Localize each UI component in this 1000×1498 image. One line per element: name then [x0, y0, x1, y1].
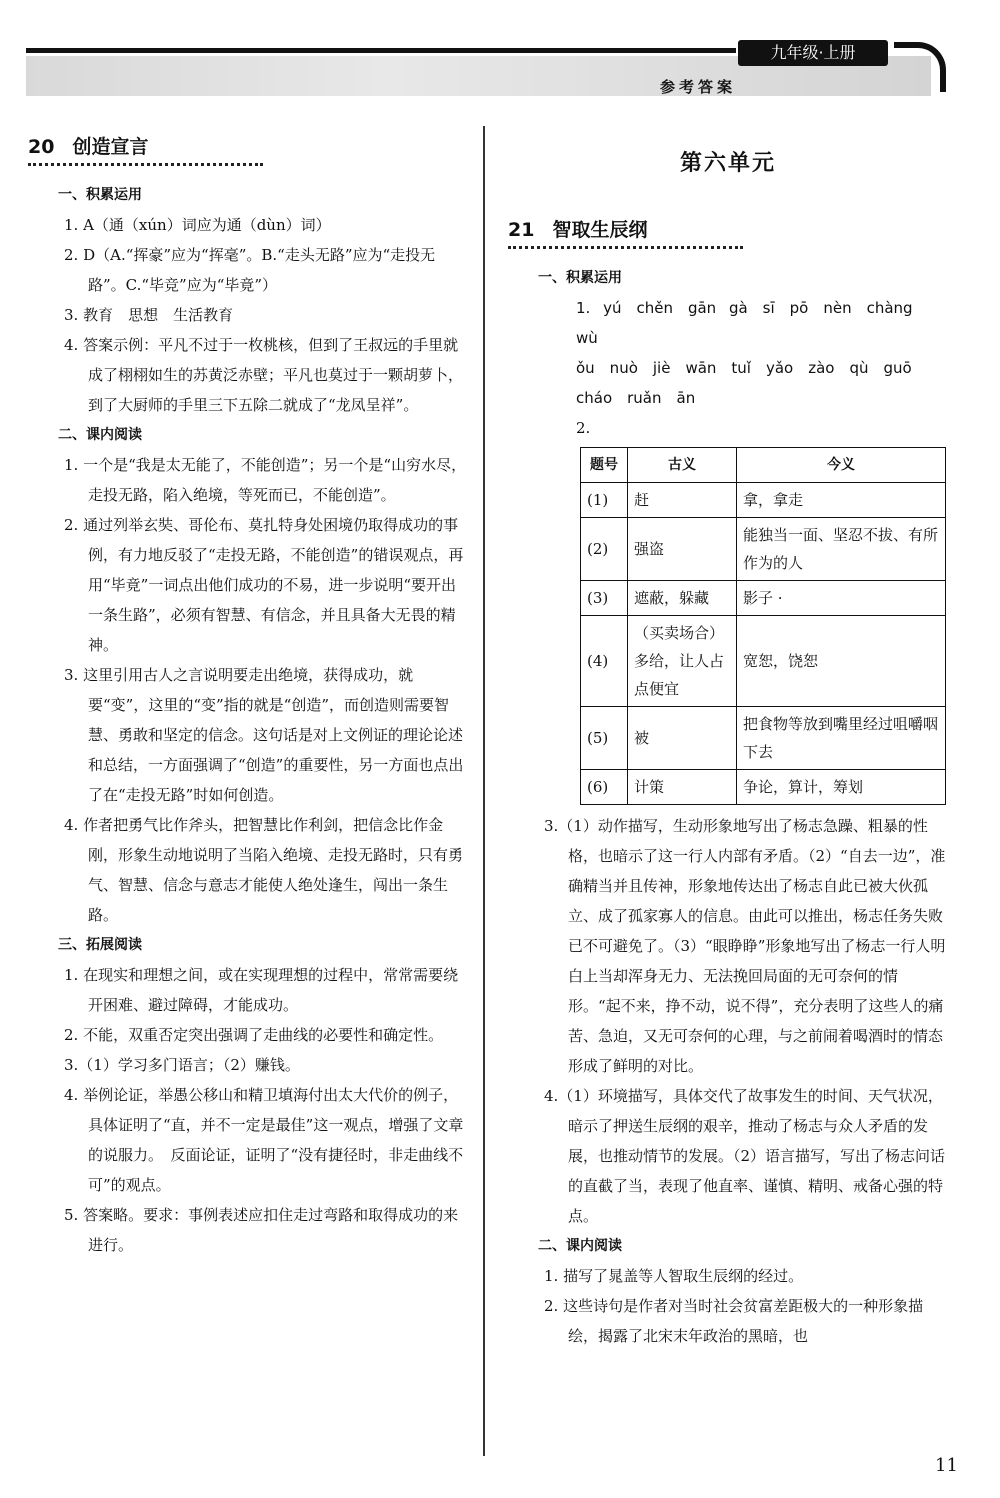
lesson-21-title — [508, 215, 948, 242]
answer-item: 2. 这些诗句是作者对当时社会贫富差距极大的一种形象描绘，揭露了北宋末年政治的黑暗，也 — [544, 1297, 924, 1345]
answer-item: 3. 这里引用古人之言说明要走出绝境，获得成功，就要“变”，这里的“变”指的就是“创造”，而创造则需要智慧、勇敢和坚定的信念。这句话是对上文例证的理论论述和总结，一方面强调了“创造”的重要性，另一方面也点出了在“走投无路”时如何创造。 — [64, 666, 464, 804]
table-row — [581, 707, 946, 770]
table-cell: 计策 — [628, 770, 737, 805]
table-cell: (5) — [581, 707, 628, 770]
grade-badge: 九年级·上册 — [738, 40, 888, 66]
page-header — [20, 40, 940, 98]
table-cell: 能独当一面、坚忍不拔、有所作为的人 — [737, 518, 946, 581]
table-cell: (6) — [581, 770, 628, 805]
table-cell: (2) — [581, 518, 628, 581]
lesson-number: 20 — [28, 136, 55, 158]
section-heading: 二、课内阅读 — [58, 427, 142, 443]
answer-item: 1. 一个是“我是太无能了，不能创造”；另一个是“山穷水尽，走投无路，陷入绝境，等死而已，不能创造”。 — [64, 456, 467, 504]
table-cell: 宽恕，饶恕 — [737, 616, 946, 707]
answer-item: 4. 答案示例：平凡不过于一枚桃核，但到了王叔远的手里就成了栩栩如生的苏黄泛赤壁；平凡也莫过于一颗胡萝卜，到了大厨师的手里三下五除二就成了“龙凤呈祥”。 — [64, 336, 464, 414]
section-heading: 二、课内阅读 — [538, 1238, 622, 1254]
lesson-number: 21 — [508, 219, 535, 241]
table-row — [581, 581, 946, 616]
table-cell: 影子 · — [737, 581, 946, 616]
table-row — [581, 770, 946, 805]
answer-item: 4.（1）环境描写，具体交代了故事发生的时间、天气状况，暗示了押送生辰纲的艰辛，推动了杨志与众人矛盾的发展，也推动情节的发展。（2）语言描写，写出了杨志问话的直截了当，表现了他直率、谨慎、精明、戒备心强的特点。 — [544, 1087, 946, 1225]
pinyin-line: 1. yú chěn gān gà sī pō nèn chàng wù — [576, 299, 928, 347]
lesson-20-title — [28, 132, 468, 159]
table-cell: (4) — [581, 616, 628, 707]
answer-item: 5. 答案略。要求：事例表述应扣住走过弯路和取得成功的来进行。 — [64, 1206, 459, 1254]
column-header: 古义 — [628, 448, 737, 483]
answer-item: 3. 教育 思想 生活教育 — [64, 306, 234, 324]
table-row — [581, 518, 946, 581]
table-cell: (1) — [581, 483, 628, 518]
table-cell: 把食物等放到嘴里经过咀嚼咽下去 — [737, 707, 946, 770]
question-label: 2. — [576, 419, 591, 437]
pinyin-line: ǒu nuò jiè wān tuǐ yǎo zào qù guō — [576, 359, 912, 377]
word-meaning-table — [580, 447, 946, 805]
section-heading: 一、积累运用 — [58, 187, 142, 203]
table-row — [581, 616, 946, 707]
unit-title: 第六单元 — [679, 151, 776, 176]
left-column — [28, 132, 468, 1260]
table-row — [581, 483, 946, 518]
answer-item: 1. 描写了晁盖等人智取生辰纲的经过。 — [544, 1267, 804, 1285]
section-heading: 一、积累运用 — [538, 270, 622, 286]
column-divider — [483, 126, 485, 1456]
table-cell: 赶 — [628, 483, 737, 518]
answer-item: 2. 不能，双重否定突出强调了走曲线的必要性和确定性。 — [64, 1026, 444, 1044]
table-header-row — [581, 448, 946, 483]
table-cell: (3) — [581, 581, 628, 616]
table-cell: 被 — [628, 707, 737, 770]
table-cell: 争论，算计，筹划 — [737, 770, 946, 805]
table-cell: （买卖场合）多给，让人占点便宜 — [628, 616, 737, 707]
section-heading: 三、拓展阅读 — [58, 937, 142, 953]
answer-item: 4. 作者把勇气比作斧头，把智慧比作利剑，把信念比作金刚，形象生动地说明了当陷入绝境、走投无路时，只有勇气、智慧、信念与意志才能使人绝处逢生，闯出一条生路。 — [64, 816, 464, 924]
header-hook-decoration — [894, 42, 946, 92]
lesson-name: 创造宣言 — [72, 136, 149, 158]
table-cell: 遮蔽，躲藏 — [628, 581, 737, 616]
column-header: 题号 — [581, 448, 628, 483]
answer-item: 3.（1）动作描写，生动形象地写出了杨志急躁、粗暴的性格，也暗示了这一行人内部有矛盾。（2）“自去一边”，准确精当并且传神，形象地传达出了杨志自此已被大伙孤立、成了孤家寡人的信息。由此可以推出，杨志任务失败已不可避免了。（3）“眼睁睁”形象地写出了杨志一行人明白上当却浑身无力、无法挽回局面的无可奈何的情形。“起不来，挣不动，说不得”，充分表明了这些人的痛苦、急迫，又无可奈何的心理，与之前闹着喝酒时的情态形成了鲜明的对比。 — [544, 817, 946, 1075]
answer-item: 2. 通过列举玄奘、哥伦布、莫扎特身处困境仍取得成功的事例，有力地反驳了“走投无路，不能创造”的错误观点，再用“毕竟”一词点出他们成功的不易，进一步说明“要开出一条生路”，必须有智慧、有信念，并且具备大无畏的精神。 — [64, 516, 464, 654]
answer-item: 1. A（通（xún）词应为通（dùn）词） — [64, 216, 331, 234]
answer-item: 3.（1）学习多门语言；（2）赚钱。 — [64, 1056, 300, 1074]
header-subtitle: 参考答案 — [660, 78, 737, 96]
title-dotted-rule — [508, 246, 743, 249]
header-rule — [26, 48, 736, 53]
column-header: 今义 — [737, 448, 946, 483]
pinyin-line: cháo ruǎn ān — [576, 389, 696, 407]
right-column — [508, 146, 948, 1351]
page-number: 11 — [935, 1455, 958, 1476]
answer-item: 4. 举例论证，举愚公移山和精卫填海付出太大代价的例子，具体证明了“直，并不一定是最佳”这一观点，增强了文章的说服力。 反面论证，证明了“没有捷径时，非走曲线不可”的观点。 — [64, 1086, 464, 1194]
table-cell: 强盗 — [628, 518, 737, 581]
answer-item: 2. D（A.“挥豪”应为“挥毫”。B.“走头无路”应为“走投无路”。C.“毕竞”应为“毕竟”） — [64, 246, 436, 294]
title-dotted-rule — [28, 163, 263, 166]
answer-item: 1. 在现实和理想之间，或在实现理想的过程中，常常需要绕开困难、避过障碍，才能成功。 — [64, 966, 459, 1014]
lesson-name: 智取生辰纲 — [552, 219, 648, 241]
table-cell: 拿，拿走 — [737, 483, 946, 518]
